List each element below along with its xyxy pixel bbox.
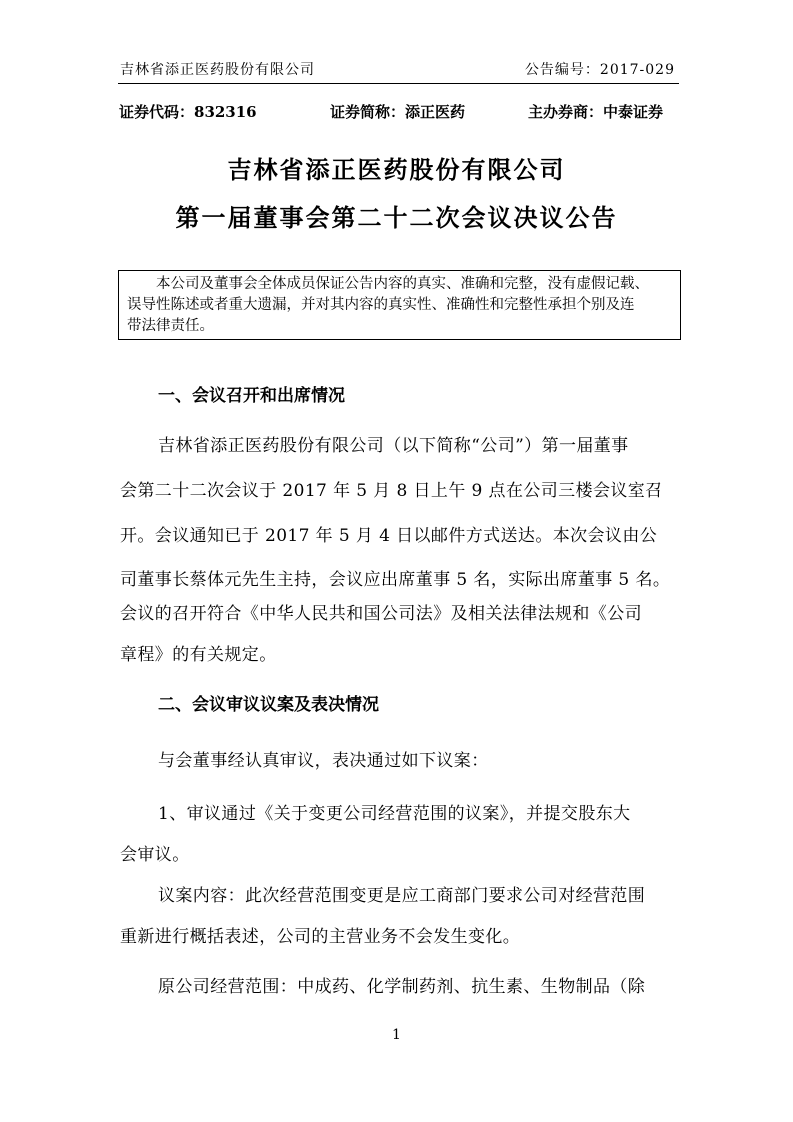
page-number: 1 (392, 1027, 401, 1043)
stock-code: 证券代码：832316 (119, 103, 257, 121)
paragraph-line: 章程》的有关规定。 (120, 645, 277, 665)
header-notice-number: 公告编号：2017-029 (524, 62, 675, 78)
paragraph-line: 1、审议通过《关于变更公司经营范围的议案》，并提交股东大 (158, 804, 631, 824)
page-header (118, 55, 679, 84)
broker-name: 主办券商：中泰证券 (528, 103, 664, 121)
paragraph-line: 司董事长蔡体元先生主持，会议应出席董事 5 名，实际出席董事 5 名。 (120, 570, 671, 590)
paragraph-line: 原公司经营范围：中成药、化学制药剂、抗生素、生物制品（除 (158, 977, 646, 997)
paragraph-line: 吉林省添正医药股份有限公司（以下简称“公司”）第一届董事 (158, 436, 629, 456)
paragraph-line: 会审议。 (120, 845, 190, 865)
section-heading-resolutions: 二、会议审议议案及表决情况 (158, 695, 379, 715)
section-heading-meeting: 一、会议召开和出席情况 (158, 386, 345, 406)
paragraph-line: 开。会议通知已于 2017 年 5 月 4 日以邮件方式送达。本次会议由公 (120, 526, 658, 546)
disclaimer-line: 带法律责任。 (127, 318, 214, 334)
disclaimer-box (118, 270, 681, 340)
disclaimer-line: 本公司及董事会全体成员保证公告内容的真实、准确和完整，没有虚假记载、 (156, 276, 649, 292)
document-title-company: 吉林省添正医药股份有限公司 (227, 156, 566, 184)
paragraph-line: 议案内容：此次经营范围变更是应工商部门要求公司对经营范围 (158, 886, 646, 906)
paragraph-line: 会议的召开符合《中华人民共和国公司法》及相关法律法规和《公司 (120, 604, 642, 624)
stock-name: 证券简称：添正医药 (330, 103, 466, 121)
paragraph-line: 与会董事经认真审议，表决通过如下议案： (158, 751, 489, 771)
document-title-announcement: 第一届董事会第二十二次会议决议公告 (175, 204, 618, 232)
paragraph-line: 重新进行概括表述，公司的主营业务不会发生变化。 (120, 927, 521, 947)
disclaimer-line: 误导性陈述或者重大遗漏，并对其内容的真实性、准确性和完整性承担个别及连 (127, 297, 635, 313)
header-company-name: 吉林省添正医药股份有限公司 (120, 62, 315, 78)
paragraph-line: 会第二十二次会议于 2017 年 5 月 8 日上午 9 点在公司三楼会议室召 (120, 481, 663, 501)
